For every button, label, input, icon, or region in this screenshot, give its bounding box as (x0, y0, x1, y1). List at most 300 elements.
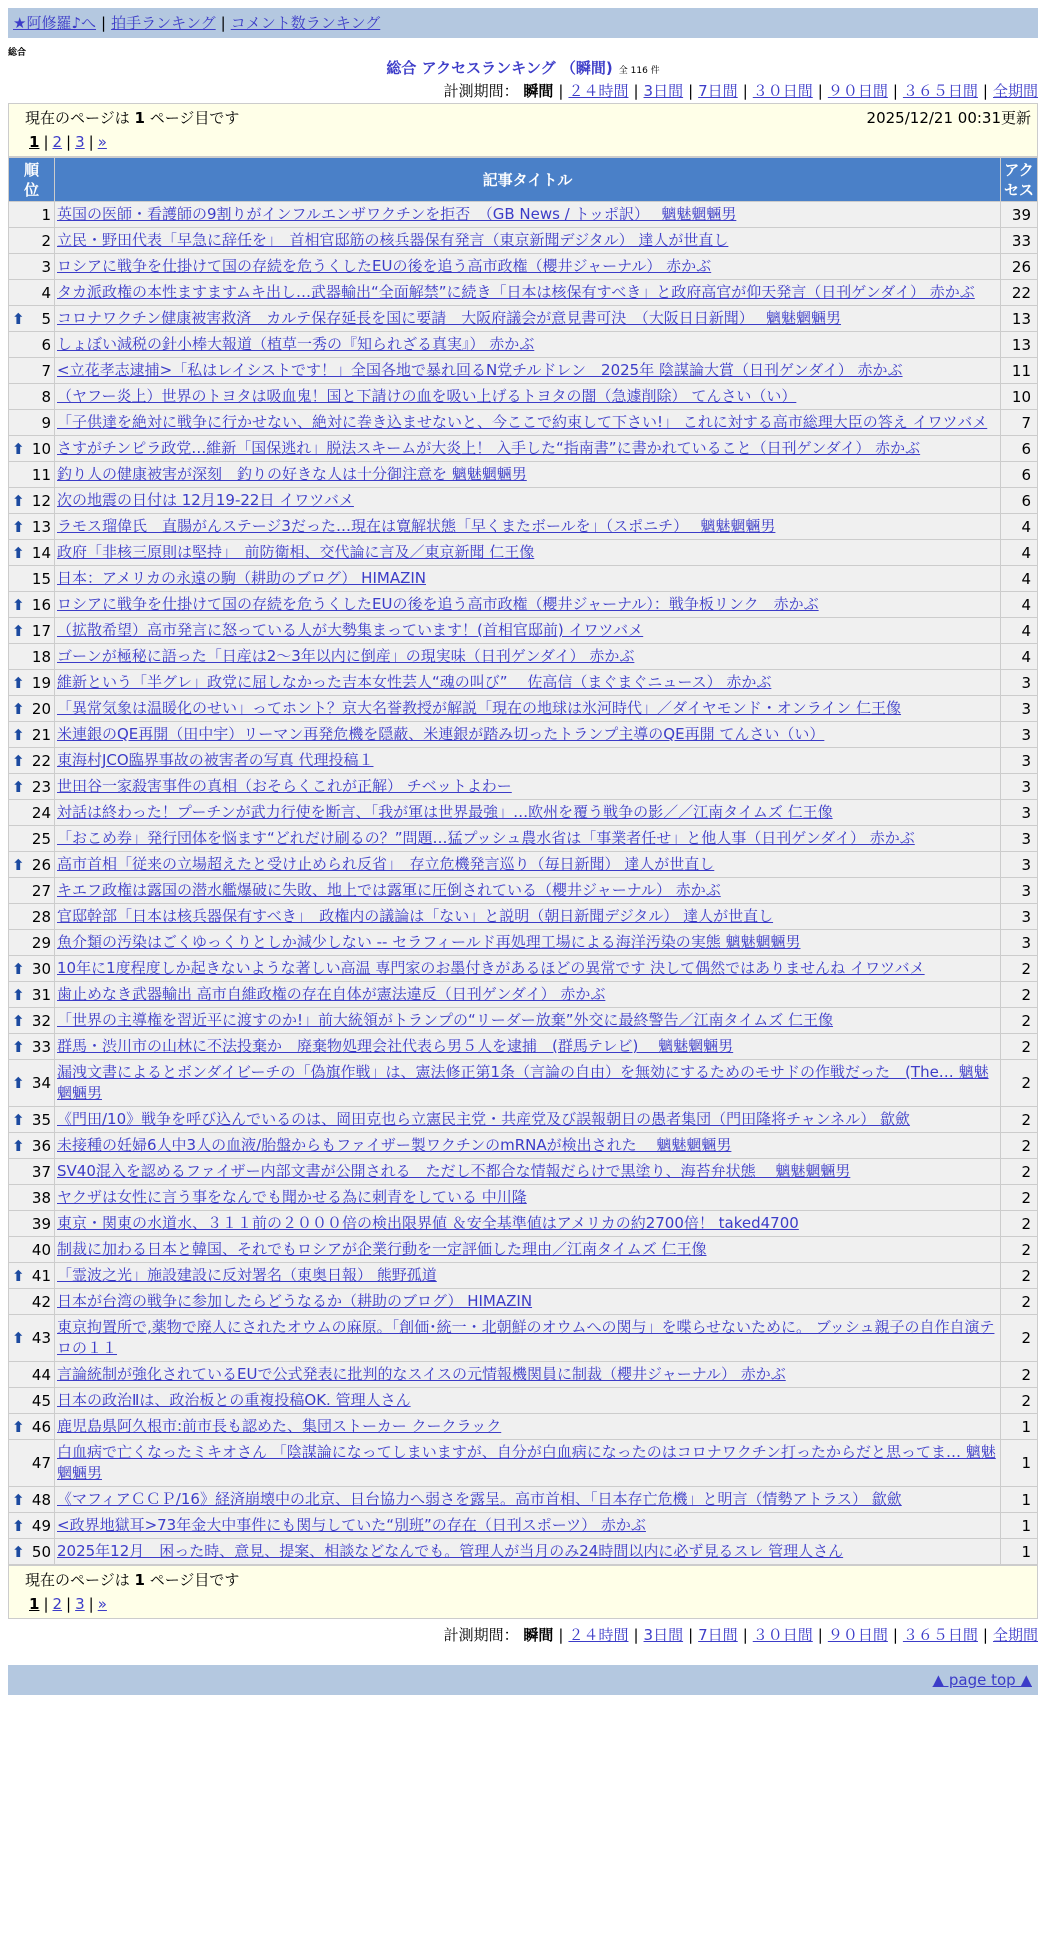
rank-cell (9, 618, 55, 644)
rank-number: 26 (31, 855, 51, 874)
rank-number: 28 (31, 907, 51, 926)
table-row (9, 904, 1038, 930)
current-page-text: 現在のページは 1 ページ目です (25, 109, 240, 127)
rank-cell (9, 930, 55, 956)
article-title-link[interactable]: 次の地震の日付は 12月19-22日 イワツバメ (57, 491, 354, 509)
access-count: 2 (1001, 1362, 1038, 1388)
table-row (9, 462, 1038, 488)
access-count: 3 (1001, 670, 1038, 696)
rank-cell (9, 280, 55, 306)
access-count: 33 (1001, 228, 1038, 254)
period-separator: | (817, 1626, 823, 1644)
pager-top (8, 103, 1038, 157)
article-title-link[interactable]: 東海村JCO臨界事故の被害者の写真 代理投稿１ (57, 751, 374, 769)
period-separator: | (558, 1626, 564, 1644)
rank-up-arrow-icon: ⬆ (12, 1516, 25, 1535)
article-title-link[interactable]: 立民・野田代表「早急に辞任を」 首相官邸筋の核兵器保有発言（東京新聞デジタル） 達人が世直し (57, 231, 729, 249)
table-row (9, 1487, 1038, 1513)
table-row (9, 618, 1038, 644)
period-current: 瞬間 (523, 1626, 554, 1644)
table-row (9, 1440, 1038, 1487)
title-cell (55, 1440, 1001, 1487)
rank-cell (9, 384, 55, 410)
article-title-link[interactable]: 日本：アメリカの永遠の駒（耕助のブログ） HIMAZIN (57, 569, 426, 587)
table-row (9, 1060, 1038, 1107)
article-title-link[interactable]: さすがチンピラ政党…維新「国保逃れ」脱法スキームが大炎上！ 入手した“指南書”に書かれていること（日刊ゲンダイ） 赤かぶ (57, 439, 921, 457)
period-separator: | (688, 82, 694, 100)
access-count: 2 (1001, 1185, 1038, 1211)
article-title-link[interactable]: 世田谷一家殺害事件の真相（おそらくこれが正解） チベットよわー (57, 777, 512, 795)
rank-number: 36 (31, 1136, 51, 1155)
table-row (9, 956, 1038, 982)
article-title-link[interactable]: しょぼい減税の針小棒大報道（植草一秀の『知られざる真実』） 赤かぶ (57, 335, 535, 353)
rank-cell (9, 1487, 55, 1513)
rank-cell (9, 1060, 55, 1107)
access-count: 3 (1001, 722, 1038, 748)
rank-up-arrow-icon: ⬆ (12, 1110, 25, 1129)
title-cell (55, 1107, 1001, 1133)
rank-number: 38 (31, 1188, 51, 1207)
article-title-link[interactable]: 政府「非核三原則は堅持」 前防衛相、交代論に言及／東京新聞 仁王像 (57, 543, 535, 561)
rank-cell (9, 228, 55, 254)
article-title-link[interactable]: 日本が台湾の戦争に参加したらどうなるか（耕助のブログ） HIMAZIN (57, 1292, 533, 1310)
rank-cell (9, 1159, 55, 1185)
title-cell (55, 540, 1001, 566)
rank-number: 48 (31, 1490, 51, 1509)
period-link[interactable]: ９０日間 (827, 82, 888, 100)
access-count: 1 (1001, 1440, 1038, 1487)
article-title-link[interactable]: 「霊波之光」施設建設に反対署名（東奥日報） 熊野孤道 (57, 1266, 437, 1284)
access-header: アクセス (1001, 158, 1038, 202)
rank-number: 40 (31, 1240, 51, 1259)
article-title-link[interactable]: 魚介類の汚染はごくゆっくりとしか減少しない -- セラフィールド再処理工場による海洋汚染の実態 魑魅魍魎男 (57, 933, 801, 951)
rank-up-arrow-icon: ⬆ (12, 1136, 25, 1155)
rank-number: 10 (31, 439, 51, 458)
table-row (9, 592, 1038, 618)
table-row (9, 800, 1038, 826)
title-cell (55, 1388, 1001, 1414)
rank-number: 33 (31, 1037, 51, 1056)
access-count: 2 (1001, 1034, 1038, 1060)
rank-cell (9, 1315, 55, 1362)
article-title-link[interactable]: 対話は終わった！プーチンが武力行使を断言、「我が軍は世界最強」…欧州を覆う戦争の影／／江南タイムズ 仁王像 (57, 803, 833, 821)
rank-up-arrow-icon: ⬆ (12, 855, 25, 874)
access-count: 3 (1001, 930, 1038, 956)
period-link[interactable]: 3日間 (643, 1626, 684, 1644)
pager-separator: | (43, 133, 49, 151)
access-count: 2 (1001, 1060, 1038, 1107)
rank-cell (9, 956, 55, 982)
article-title-link[interactable]: 英国の医師・看護師の9割りがインフルエンザワクチンを拒否 （GB News / トッポ訳） 魑魅魍魎男 (57, 205, 737, 223)
period-label: 計測期間： (443, 1626, 524, 1644)
table-row (9, 1414, 1038, 1440)
pager-link[interactable]: 2 (52, 133, 63, 151)
rank-cell (9, 488, 55, 514)
period-separator: | (633, 82, 639, 100)
rank-cell (9, 514, 55, 540)
title-cell (55, 1362, 1001, 1388)
article-title-link[interactable]: ラモス瑠偉氏 直腸がんステージ3だった…現在は寛解状態「早くまたボールを」（スポニチ） 魑魅魍魎男 (57, 517, 776, 535)
access-count: 1 (1001, 1414, 1038, 1440)
rank-up-arrow-icon: ⬆ (12, 751, 25, 770)
nav-link-applause-ranking[interactable]: 拍手ランキング (111, 14, 216, 32)
pager-separator: | (88, 133, 94, 151)
rank-up-arrow-icon: ⬆ (12, 673, 25, 692)
rank-number: 5 (41, 309, 51, 328)
article-title-link[interactable]: 東京・関東の水道水、３１１前の２０００倍の検出限界値 ＆安全基準値はアメリカの約2700倍！ taked4700 (57, 1214, 799, 1232)
period-selector-top (8, 79, 1038, 103)
article-title-link[interactable]: 未接種の妊婦6人中3人の血液/胎盤からもファイザー製ワクチンのmRNAが検出された 魑魅魍魎男 (57, 1136, 732, 1154)
rank-up-arrow-icon: ⬆ (12, 1542, 25, 1561)
rank-number: 20 (31, 699, 51, 718)
article-title-link[interactable]: 鹿児島県阿久根市:前市長も認めた、集団ストーカー クークラック (57, 1417, 502, 1435)
title-cell (55, 410, 1001, 436)
table-row (9, 670, 1038, 696)
rank-number: 25 (31, 829, 51, 848)
rank-number: 8 (41, 387, 51, 406)
article-title-link[interactable]: タカ派政権の本性ますますムキ出し…武器輸出“全面解禁”に続き「日本は核保有すべき」と政府高官が仰天発言（日刊ゲンダイ） 赤かぶ (57, 283, 975, 301)
title-cell (55, 618, 1001, 644)
title-cell (55, 904, 1001, 930)
table-row (9, 306, 1038, 332)
access-count: 4 (1001, 540, 1038, 566)
pager-link[interactable]: 3 (75, 133, 85, 151)
article-title-link[interactable]: SV40混入を認めるファイザー内部文書が公開される ただし不都合な情報だらけで黒塗り、海苔弁状態 魑魅魍魎男 (57, 1162, 851, 1180)
rank-number: 44 (31, 1365, 51, 1384)
article-title-link[interactable]: 米連銀のQE再開（田中宇）リーマン再発危機を隠蔽、米連銀が踏み切ったトランプ主導のQE再開 てんさい（い） (57, 725, 825, 743)
table-row (9, 982, 1038, 1008)
article-title-link[interactable]: 言論統制が強化されているEUで公式発表に批判的なスイスの元情報機関員に制裁（櫻井ジャーナル） 赤かぶ (57, 1365, 786, 1383)
rank-cell (9, 1133, 55, 1159)
table-row (9, 332, 1038, 358)
footer-bar (8, 1665, 1038, 1695)
table-row (9, 1211, 1038, 1237)
rank-number: 1 (41, 205, 51, 224)
title-cell (55, 852, 1001, 878)
rank-number: 37 (31, 1162, 51, 1181)
rank-up-arrow-icon: ⬆ (12, 1417, 25, 1436)
rank-cell (9, 462, 55, 488)
article-title-link[interactable]: <立花孝志逮捕>「私はレイシストです！」全国各地で暴れ回るN党チルドレン 2025年 陰謀論大賞（日刊ゲンダイ） 赤かぶ (57, 361, 903, 379)
period-link[interactable]: ２４時間 (568, 82, 629, 100)
table-row (9, 748, 1038, 774)
rank-up-arrow-icon: ⬆ (12, 699, 25, 718)
article-title-link[interactable]: 漏洩文書によるとボンダイビーチの「偽旗作戦」は、憲法修正第1条（言論の自由）を無効にするためのモサドの作戦だった (The… 魑魅魍魎男 (57, 1063, 989, 1102)
rank-number: 9 (41, 413, 51, 432)
table-row (9, 1237, 1038, 1263)
table-row (9, 1185, 1038, 1211)
title-cell (55, 306, 1001, 332)
rank-number: 11 (31, 465, 51, 484)
access-count: 3 (1001, 748, 1038, 774)
period-link[interactable]: 7日間 (698, 1626, 738, 1644)
table-row (9, 436, 1038, 462)
rank-up-arrow-icon: ⬆ (12, 725, 25, 744)
period-link[interactable]: 全期間 (992, 1626, 1038, 1644)
title-cell (55, 1211, 1001, 1237)
pager-link[interactable]: » (97, 1595, 107, 1613)
page-top-link[interactable]: ▲ page top ▲ (932, 1671, 1032, 1689)
period-link[interactable]: ９０日間 (827, 1626, 888, 1644)
table-row (9, 228, 1038, 254)
pager-separator: | (66, 133, 72, 151)
rank-number: 7 (41, 361, 51, 380)
table-row (9, 358, 1038, 384)
access-count: 2 (1001, 1107, 1038, 1133)
rank-number: 3 (41, 257, 51, 276)
rank-cell (9, 826, 55, 852)
rank-up-arrow-icon: ⬆ (12, 777, 25, 796)
article-title-link[interactable]: 釣り人の健康被害が深刻 釣りの好きな人は十分御注意を 魑魅魍魎男 (57, 465, 527, 483)
article-title-link[interactable]: 《門田/10》戦争を呼び込んでいるのは、岡田克也ら立憲民主党・共産党及び誤報朝日の愚者集団（門田隆将チャンネル） 歙歛 (57, 1110, 911, 1128)
article-title-link[interactable]: 歯止めなき武器輸出 高市自維政権の存在自体が憲法違反（日刊ゲンダイ） 赤かぶ (57, 985, 606, 1003)
access-count: 13 (1001, 332, 1038, 358)
article-title-link[interactable]: コロナワクチン健康被害救済 カルテ保存延長を国に要請 大阪府議会が意見書可決 （大阪日日新聞） 魑魅魍魎男 (57, 309, 842, 327)
period-separator: | (892, 82, 898, 100)
rank-up-arrow-icon: ⬆ (12, 439, 25, 458)
rank-number: 39 (31, 1214, 51, 1233)
rank-up-arrow-icon: ⬆ (12, 517, 25, 536)
rank-up-arrow-icon: ⬆ (12, 1074, 25, 1092)
table-row (9, 1362, 1038, 1388)
updated-timestamp: 2025/12/21 00:31更新 (866, 109, 1031, 127)
rank-number: 17 (31, 621, 51, 640)
period-current: 瞬間 (523, 82, 554, 100)
title-cell (55, 1289, 1001, 1315)
title-cell (55, 1034, 1001, 1060)
ranking-table (8, 157, 1038, 1565)
title-cell (55, 644, 1001, 670)
access-count: 2 (1001, 1289, 1038, 1315)
access-count: 4 (1001, 644, 1038, 670)
table-row (9, 826, 1038, 852)
rank-cell (9, 1237, 55, 1263)
article-title-link[interactable]: 10年に1度程度しか起きないような著しい高温 専門家のお墨付きがあるほどの異常です 決して偶然ではありませんね イワツバメ (57, 959, 925, 977)
rank-header: 順位 (9, 158, 55, 202)
rank-number: 27 (31, 881, 51, 900)
article-title-link[interactable]: 東京拘置所で,薬物で廃人にされたオウムの麻原。「創価･統一・北朝鮮のオウムへの関与」を喋らせないために。 ブッシュ親子の自作自演テロの１１ (57, 1318, 995, 1357)
access-count: 2 (1001, 1211, 1038, 1237)
rank-number: 24 (31, 803, 51, 822)
article-title-link[interactable]: ロシアに戦争を仕掛けて国の存続を危うくしたEUの後を追う高市政権（櫻井ジャーナル） 赤かぶ (57, 257, 712, 275)
pager-bottom (8, 1565, 1038, 1619)
rank-cell (9, 852, 55, 878)
access-count: 6 (1001, 488, 1038, 514)
top-nav-bar (8, 8, 1038, 38)
access-count: 2 (1001, 982, 1038, 1008)
title-cell (55, 566, 1001, 592)
title-cell (55, 436, 1001, 462)
ranking-title: 総合 アクセスランキング （瞬間) (386, 59, 613, 77)
rank-up-arrow-icon: ⬆ (12, 309, 25, 328)
table-row (9, 202, 1038, 228)
rank-cell (9, 592, 55, 618)
access-count: 3 (1001, 904, 1038, 930)
article-title-link[interactable]: （ヤフー炎上）世界のトヨタは吸血鬼！国と下請けの血を吸い上げるトヨタの闇（急遽削除） てんさい（い） (57, 387, 797, 405)
period-separator: | (742, 1626, 748, 1644)
table-row (9, 540, 1038, 566)
rank-cell (9, 436, 55, 462)
access-count: 6 (1001, 436, 1038, 462)
period-link[interactable]: 3日間 (643, 82, 684, 100)
table-row (9, 852, 1038, 878)
rank-cell (9, 670, 55, 696)
rank-cell (9, 1388, 55, 1414)
rank-up-arrow-icon: ⬆ (12, 985, 25, 1004)
title-cell (55, 228, 1001, 254)
access-count: 2 (1001, 1263, 1038, 1289)
access-count: 7 (1001, 410, 1038, 436)
period-separator: | (688, 1626, 694, 1644)
rank-cell (9, 1513, 55, 1539)
article-title-link[interactable]: ロシアに戦争を仕掛けて国の存続を危うくしたEUの後を追う高市政権（櫻井ジャーナル）：戦争板リンク 赤かぶ (57, 595, 819, 613)
title-cell (55, 722, 1001, 748)
access-count: 4 (1001, 592, 1038, 618)
title-cell (55, 514, 1001, 540)
access-count: 2 (1001, 1388, 1038, 1414)
rank-number: 35 (31, 1110, 51, 1129)
article-title-link[interactable]: 群馬・渋川市の山林に不法投棄か 廃棄物処理会社代表ら男５人を逮捕 (群馬テレビ) 魑魅魍魎男 (57, 1037, 734, 1055)
period-link[interactable]: ３０日間 (752, 82, 813, 100)
current-page-text: 現在のページは 1 ページ目です (25, 1571, 240, 1589)
pager-link[interactable]: » (97, 133, 107, 151)
title-cell (55, 1487, 1001, 1513)
article-title-link[interactable]: 維新という「半グレ」政党に屈しなかった吉本女性芸人“魂の叫び” 佐高信（まぐまぐニュース） 赤かぶ (57, 673, 772, 691)
table-row (9, 1315, 1038, 1362)
rank-number: 29 (31, 933, 51, 952)
rank-cell (9, 1211, 55, 1237)
title-cell (55, 1414, 1001, 1440)
rank-cell (9, 410, 55, 436)
pager-status-line (25, 106, 1031, 130)
table-row (9, 1539, 1038, 1565)
rank-cell (9, 1263, 55, 1289)
title-cell (55, 1008, 1001, 1034)
title-cell (55, 202, 1001, 228)
pager-current: 1 (29, 133, 40, 151)
access-count: 13 (1001, 306, 1038, 332)
rank-number: 2 (41, 231, 51, 250)
rank-cell (9, 722, 55, 748)
pager-separator: | (66, 1595, 72, 1613)
rank-cell (9, 1289, 55, 1315)
article-title-link[interactable]: 2025年12月 困った時、意見、提案、相談などなんでも。管理人が当月のみ24時間以内に必ず見るスレ 管理人さん (57, 1542, 844, 1560)
title-cell (55, 878, 1001, 904)
article-title-link[interactable]: 「おこめ券」発行団体を悩ます“どれだけ刷るの？”問題…猛プッシュ農水省は「事業者任せ」と他人事（日刊ゲンダイ） 赤かぶ (57, 829, 915, 847)
rank-cell (9, 202, 55, 228)
rank-cell (9, 1414, 55, 1440)
article-title-link[interactable]: 「異常気象は温暖化のせい」ってホント？京大名誉教授が解説「現在の地球は氷河時代」／ダイヤモンド・オンライン 仁王像 (57, 699, 902, 717)
access-count: 2 (1001, 1008, 1038, 1034)
period-link[interactable]: ３６５日間 (902, 1626, 978, 1644)
article-title-link[interactable]: <政界地獄耳>73年金大中事件にも関与していた“別班”の存在（日刊スポーツ） 赤かぶ (57, 1516, 646, 1534)
table-row (9, 644, 1038, 670)
rank-up-arrow-icon: ⬆ (12, 1037, 25, 1056)
rank-cell (9, 904, 55, 930)
title-cell (55, 384, 1001, 410)
pager-links (25, 1592, 1031, 1616)
rank-cell (9, 306, 55, 332)
title-cell (55, 280, 1001, 306)
rank-number: 22 (31, 751, 51, 770)
rank-number: 6 (41, 335, 51, 354)
period-label: 計測期間： (443, 82, 524, 100)
period-link[interactable]: ３６５日間 (902, 82, 978, 100)
article-title-link[interactable]: 「子供達を絶対に戦争に行かせない、絶対に巻き込ませないと、今ここで約束して下さい!」 これに対する高市総理大臣の答え イワツバメ (57, 413, 988, 431)
rank-number: 19 (31, 673, 51, 692)
pager-current: 1 (29, 1595, 40, 1613)
title-cell (55, 488, 1001, 514)
title-cell (55, 332, 1001, 358)
rank-cell (9, 332, 55, 358)
article-title-link[interactable]: 官邸幹部「日本は核兵器保有すべき」 政権内の議論は「ない」と説明（朝日新聞デジタル） 達人が世直し (57, 907, 774, 925)
access-count: 3 (1001, 774, 1038, 800)
access-count: 3 (1001, 800, 1038, 826)
article-title-link[interactable]: （拡散希望）高市発言に怒っている人が大勢集まっています！(首相官邸前) イワツバメ (57, 621, 644, 639)
pager-status-line (25, 1568, 1031, 1592)
nav-link-home[interactable]: ★阿修羅♪へ (13, 14, 97, 32)
table-row (9, 1008, 1038, 1034)
title-cell (55, 1315, 1001, 1362)
table-row (9, 410, 1038, 436)
article-title-link[interactable]: 白血病で亡くなったミキオさん 「陰謀論になってしまいますが、自分が白血病になったのはコロナワクチン打ったからだと思ってま… 魑魅魍魎男 (57, 1443, 996, 1482)
rank-up-arrow-icon: ⬆ (12, 959, 25, 978)
pager-separator: | (88, 1595, 94, 1613)
article-title-link[interactable]: 《マフィアＣＣＰ/16》経済崩壊中の北京、日台協力へ弱さを露呈。高市首相、「日本存亡危機」と明言（情勢アトラス） 歙歛 (57, 1490, 902, 1508)
access-count: 2 (1001, 956, 1038, 982)
table-row (9, 488, 1038, 514)
period-link[interactable]: ２４時間 (568, 1626, 629, 1644)
title-cell (55, 1539, 1001, 1565)
article-title-link[interactable]: 高市首相「従来の立場超えたと受け止められ反省」 存立危機発言巡り（毎日新聞） 達人が世直し (57, 855, 715, 873)
access-count: 39 (1001, 202, 1038, 228)
article-title-link[interactable]: ゴーンが極秘に語った「日産は2〜3年以内に倒産」の現実味（日刊ゲンダイ） 赤かぶ (57, 647, 635, 665)
article-title-link[interactable]: 日本の政治Ⅱは、政治板との重複投稿OK. 管理人さん (57, 1391, 411, 1409)
rank-cell (9, 358, 55, 384)
rank-number: 12 (31, 491, 51, 510)
pager-link[interactable]: 3 (75, 1595, 85, 1613)
access-count: 26 (1001, 254, 1038, 280)
period-separator: | (742, 82, 748, 100)
access-count: 6 (1001, 462, 1038, 488)
pager-link[interactable]: 2 (52, 1595, 63, 1613)
period-link[interactable]: ３０日間 (752, 1626, 813, 1644)
period-link[interactable]: 7日間 (698, 82, 738, 100)
title-cell (55, 800, 1001, 826)
article-title-link[interactable]: 制裁に加わる日本と韓国、それでもロシアが企業行動を一定評価した理由／江南タイムズ 仁王像 (57, 1240, 707, 1258)
nav-link-comment-ranking[interactable]: コメント数ランキング (230, 14, 381, 32)
rank-cell (9, 982, 55, 1008)
table-row (9, 514, 1038, 540)
table-row (9, 1159, 1038, 1185)
access-count: 4 (1001, 566, 1038, 592)
period-link[interactable]: 全期間 (992, 82, 1038, 100)
title-cell (55, 592, 1001, 618)
rank-up-arrow-icon: ⬆ (12, 1329, 25, 1347)
ranking-total: 全 116 件 (618, 66, 660, 76)
article-title-link[interactable]: 「世界の主導権を習近平に渡すのか!」前大統領がトランプの“リーダー放棄”外交に最終警告／江南タイムズ 仁王像 (57, 1011, 834, 1029)
rank-number: 32 (31, 1011, 51, 1030)
rank-number: 13 (31, 517, 51, 536)
table-row (9, 1289, 1038, 1315)
access-count: 2 (1001, 1237, 1038, 1263)
access-count: 11 (1001, 358, 1038, 384)
article-title-link[interactable]: キエフ政権は露国の潜水艦爆破に失敗、地上では露軍に圧倒されている（櫻井ジャーナル） 赤かぶ (57, 881, 721, 899)
article-title-link[interactable]: ヤクザは女性に言う事をなんでも聞かせる為に刺青をしている 中川隆 (57, 1188, 527, 1206)
period-separator: | (982, 1626, 988, 1644)
title-cell (55, 1263, 1001, 1289)
rank-up-arrow-icon: ⬆ (12, 1490, 25, 1509)
